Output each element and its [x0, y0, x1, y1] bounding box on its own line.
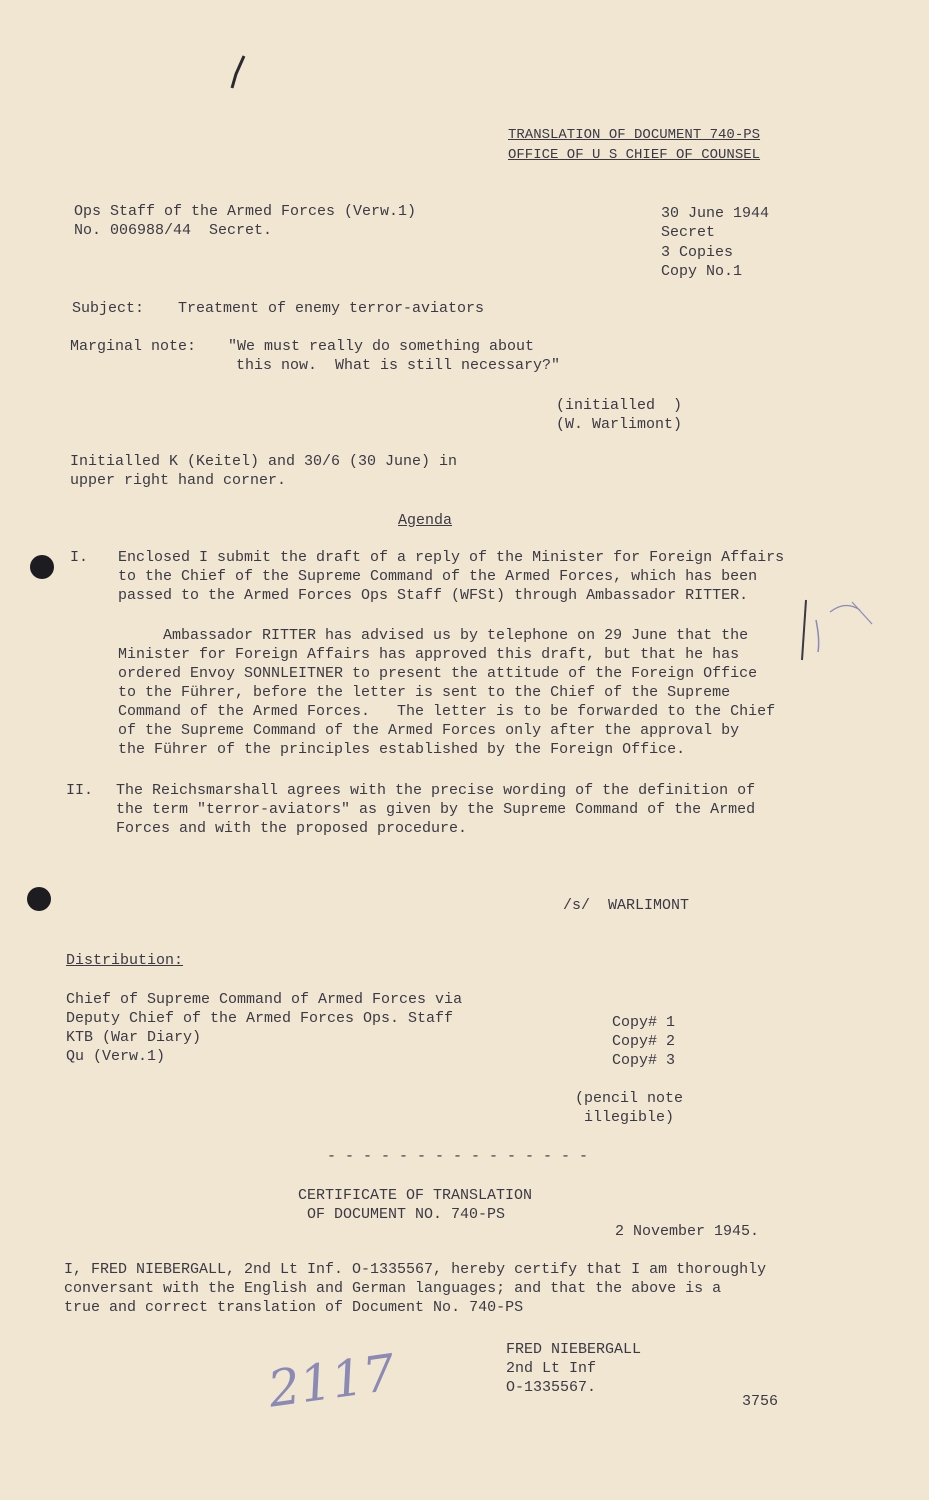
distribution-item: Qu (Verw.1) [66, 1048, 166, 1065]
marginal-label: Marginal note: [70, 338, 197, 355]
item1-line: to the Chief of the Supreme Command of the Armed Forces, which has been [118, 568, 758, 585]
secret-mark: Secret [661, 224, 716, 241]
certificate-signer-serial: O-1335567. [506, 1379, 597, 1396]
item1-para2-line: Ambassador RITTER has advised us by telephone on 29 June that the [118, 627, 749, 644]
copy-entry: Copy# 1 [612, 1014, 676, 1031]
margin-pencil-mark [790, 590, 880, 670]
copy-entry: Copy# 3 [612, 1052, 676, 1069]
certificate-subtitle: OF DOCUMENT NO. 740-PS [307, 1206, 506, 1223]
certificate-title: CERTIFICATE OF TRANSLATION [298, 1187, 533, 1204]
item2-number: II. [66, 782, 94, 799]
item1-para2-line: ordered Envoy SONNLEITNER to present the attitude of the Foreign Office [118, 665, 758, 682]
item2-line: The Reichsmarshall agrees with the precise wording of the definition of [116, 782, 756, 799]
header-title: TRANSLATION OF DOCUMENT 740-PS [508, 127, 761, 143]
certificate-signer-rank: 2nd Lt Inf [506, 1360, 597, 1377]
item1-para2-line: the Führer of the principles established by the Foreign Office. [118, 741, 686, 758]
item1-paragraph [118, 548, 784, 605]
distribution-list [66, 990, 462, 1066]
item1-number: I. [70, 549, 89, 566]
sender-line1: Ops Staff of the Armed Forces (Verw.1) [74, 203, 417, 220]
distribution-item: Chief of Supreme Command of Armed Forces via [66, 991, 463, 1008]
distribution-copies [612, 1013, 675, 1070]
handwritten-number: 2117 [264, 1343, 399, 1419]
item2-line: the term "terror-aviators" as given by the Supreme Command of the Armed [116, 801, 756, 818]
marginal-line2: this now. What is still necessary?" [236, 357, 561, 374]
item1-para2-line: to the Führer, before the letter is sent to the Chief of the Supreme [118, 684, 731, 701]
sender-line2: No. 006988/44 Secret. [74, 222, 273, 239]
item1-line: passed to the Armed Forces Ops Staff (WFSt) through Ambassador RITTER. [118, 587, 749, 604]
item2-paragraph [116, 781, 755, 838]
certificate-line: conversant with the English and German languages; and that the above is a [64, 1280, 722, 1297]
copy-number: Copy No.1 [661, 263, 743, 280]
date: 30 June 1944 [661, 205, 770, 222]
distribution-item: Deputy Chief of the Armed Forces Ops. Staff [66, 1010, 454, 1027]
page-number: 3756 [742, 1393, 779, 1410]
initialled-line2: (W. Warlimont) [556, 416, 683, 433]
section-divider: - - - - - - - - - - - - - - - [327, 1148, 589, 1165]
item1-para2-line: Minister for Foreign Affairs has approved this draft, but that he has [118, 646, 740, 663]
punch-hole-bottom [27, 887, 51, 911]
initialled-line1: (initialled ) [556, 397, 683, 414]
certificate-signer-name: FRED NIEBERGALL [506, 1341, 642, 1358]
copies-count: 3 Copies [661, 244, 734, 261]
pencil-note-line1: (pencil note [575, 1090, 684, 1107]
pencil-tick-mark [226, 52, 250, 92]
initialled-k-line2: upper right hand corner. [70, 472, 287, 489]
subject-label: Subject: [72, 300, 145, 317]
marginal-line1: "We must really do something about [228, 338, 535, 355]
certificate-line: I, FRED NIEBERGALL, 2nd Lt Inf. O-1335567, hereby certify that I am thoroughly [64, 1261, 767, 1278]
distribution-label: Distribution: [66, 952, 184, 969]
pencil-note-line2: illegible) [575, 1109, 675, 1126]
item1-paragraph2 [118, 626, 775, 759]
subject-text: Treatment of enemy terror-aviators [178, 300, 485, 317]
distribution-item: KTB (War Diary) [66, 1029, 202, 1046]
copy-entry: Copy# 2 [612, 1033, 676, 1050]
punch-hole-top [30, 555, 54, 579]
certificate-body [64, 1260, 766, 1317]
signature: /s/ WARLIMONT [563, 897, 690, 914]
initialled-k-line1: Initialled K (Keitel) and 30/6 (30 June) in [70, 453, 458, 470]
item2-line: Forces and with the proposed procedure. [116, 820, 468, 837]
item1-line: Enclosed I submit the draft of a reply of the Minister for Foreign Affairs [118, 549, 785, 566]
agenda-heading: Agenda [398, 512, 453, 529]
certificate-date: 2 November 1945. [615, 1223, 760, 1240]
item1-para2-line: Command of the Armed Forces. The letter is to be forwarded to the Chief [118, 703, 776, 720]
header-office: OFFICE OF U S CHIEF OF COUNSEL [508, 147, 761, 163]
item1-para2-line: of the Supreme Command of the Armed Forces only after the approval by [118, 722, 740, 739]
certificate-line: true and correct translation of Document No. 740-PS [64, 1299, 524, 1316]
